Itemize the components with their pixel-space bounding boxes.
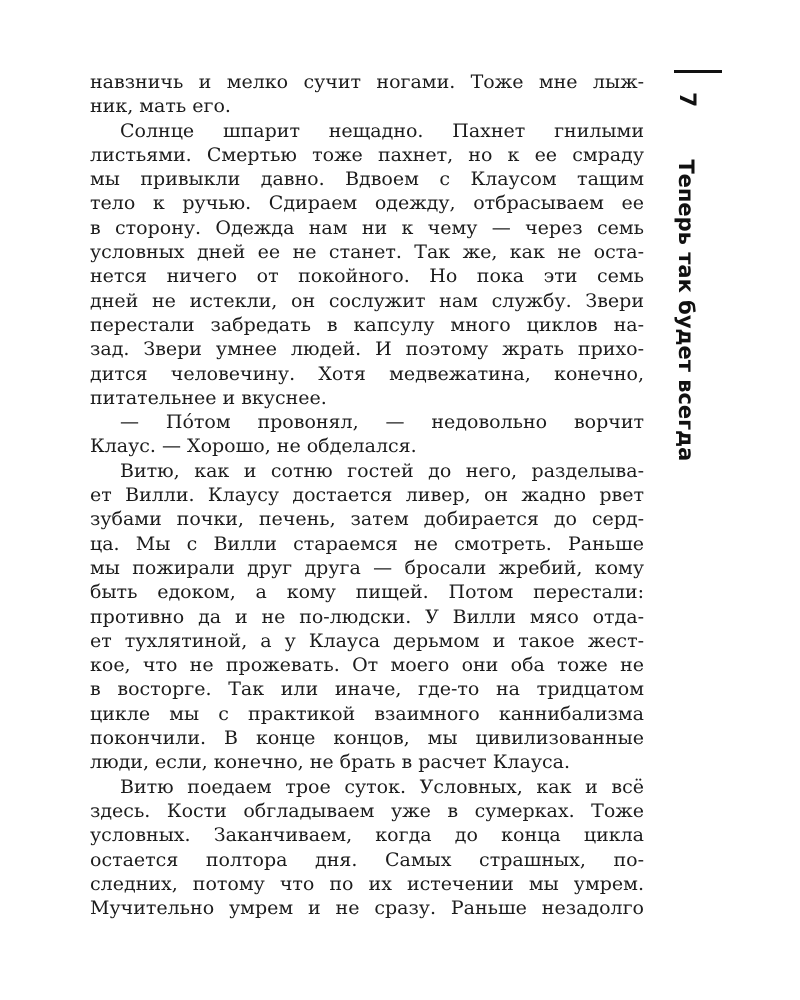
- running-header: [676, 92, 722, 712]
- text-line: дней не истекли, он сослужит нам службу. Звери: [90, 289, 644, 312]
- text-line: условных дней ее не станет. Так же, как не оста-: [90, 241, 644, 264]
- running-title: Теперь так будет всегда: [674, 159, 699, 462]
- text-line: — Пóтом провонял, — недовольно ворчит: [120, 411, 644, 434]
- header-rule: [674, 70, 722, 73]
- text-line: тело к ручью. Сдираем одежду, отбрасываем ее: [90, 192, 644, 215]
- text-line: зад. Звери умнее людей. И поэтому жрать прихо-: [90, 338, 644, 361]
- text-line: ет тухлятиной, а у Клауса дерьмом и такое жест-: [90, 629, 644, 652]
- body-text: [90, 70, 644, 920]
- text-line: противно да и не по-людски. У Вилли мясо отда-: [90, 605, 644, 628]
- text-line: мы пожирали друг друга — бросали жребий, кому: [90, 556, 644, 579]
- text-line: в сторону. Одежда нам ни к чему — через семь: [90, 216, 644, 239]
- text-line: мы привыкли давно. Вдвоем с Клаусом тащим: [90, 168, 644, 191]
- text-line: Витю поедаем трое суток. Условных, как и всё: [120, 775, 644, 798]
- text-line: перестали забредать в капсулу много циклов на-: [90, 313, 644, 336]
- text-line: Мучительно умрем и не сразу. Раньше незадолго: [90, 897, 644, 920]
- text-line: листьями. Смертью тоже пахнет, но к ее смраду: [90, 143, 644, 166]
- page-number: 7: [674, 92, 699, 108]
- text-line: ет Вилли. Клаусу достается ливер, он жадно рвет: [90, 484, 644, 507]
- text-line: ца. Мы с Вилли стараемся не смотреть. Раньше: [90, 532, 644, 555]
- text-line: следних, потому что по их истечении мы умрем.: [90, 872, 644, 895]
- text-line: Клаус. — Хорошо, не обделался.: [90, 435, 417, 458]
- text-line: условных. Заканчиваем, когда до конца цикла: [90, 824, 644, 847]
- text-line: кое, что не прожевать. От моего они оба тоже не: [90, 654, 644, 677]
- text-line: в восторге. Так или иначе, где-то на тридцатом: [90, 678, 644, 701]
- text-line: навзничь и мелко сучит ногами. Тоже мне лыж-: [90, 71, 644, 93]
- text-line: люди, если, конечно, не брать в расчет Клауса.: [90, 751, 571, 774]
- text-line: цикле мы с практикой взаимного каннибализма: [90, 702, 644, 725]
- text-line: Солнце шпарит нещадно. Пахнет гнилыми: [120, 119, 644, 142]
- text-line: Витю, как и сотню гостей до него, разделыва-: [120, 459, 644, 482]
- text-line: зубами почки, печень, затем добирается до серд-: [90, 508, 644, 531]
- text-line: питательнее и вкуснее.: [90, 386, 327, 409]
- text-line: дится человечину. Хотя медвежатина, конечно,: [90, 362, 644, 385]
- text-line: быть едоком, а кому пищей. Потом перестали:: [90, 581, 644, 604]
- text-line: остается полтора дня. Самых страшных, по-: [90, 848, 644, 871]
- text-line: покончили. В конце концов, мы цивилизованные: [90, 727, 644, 750]
- text-line: здесь. Кости обгладываем уже в сумерках. Тоже: [90, 799, 644, 822]
- text-line: нется ничего от покойного. Но пока эти семь: [90, 265, 644, 288]
- text-line: ник, мать его.: [90, 95, 231, 118]
